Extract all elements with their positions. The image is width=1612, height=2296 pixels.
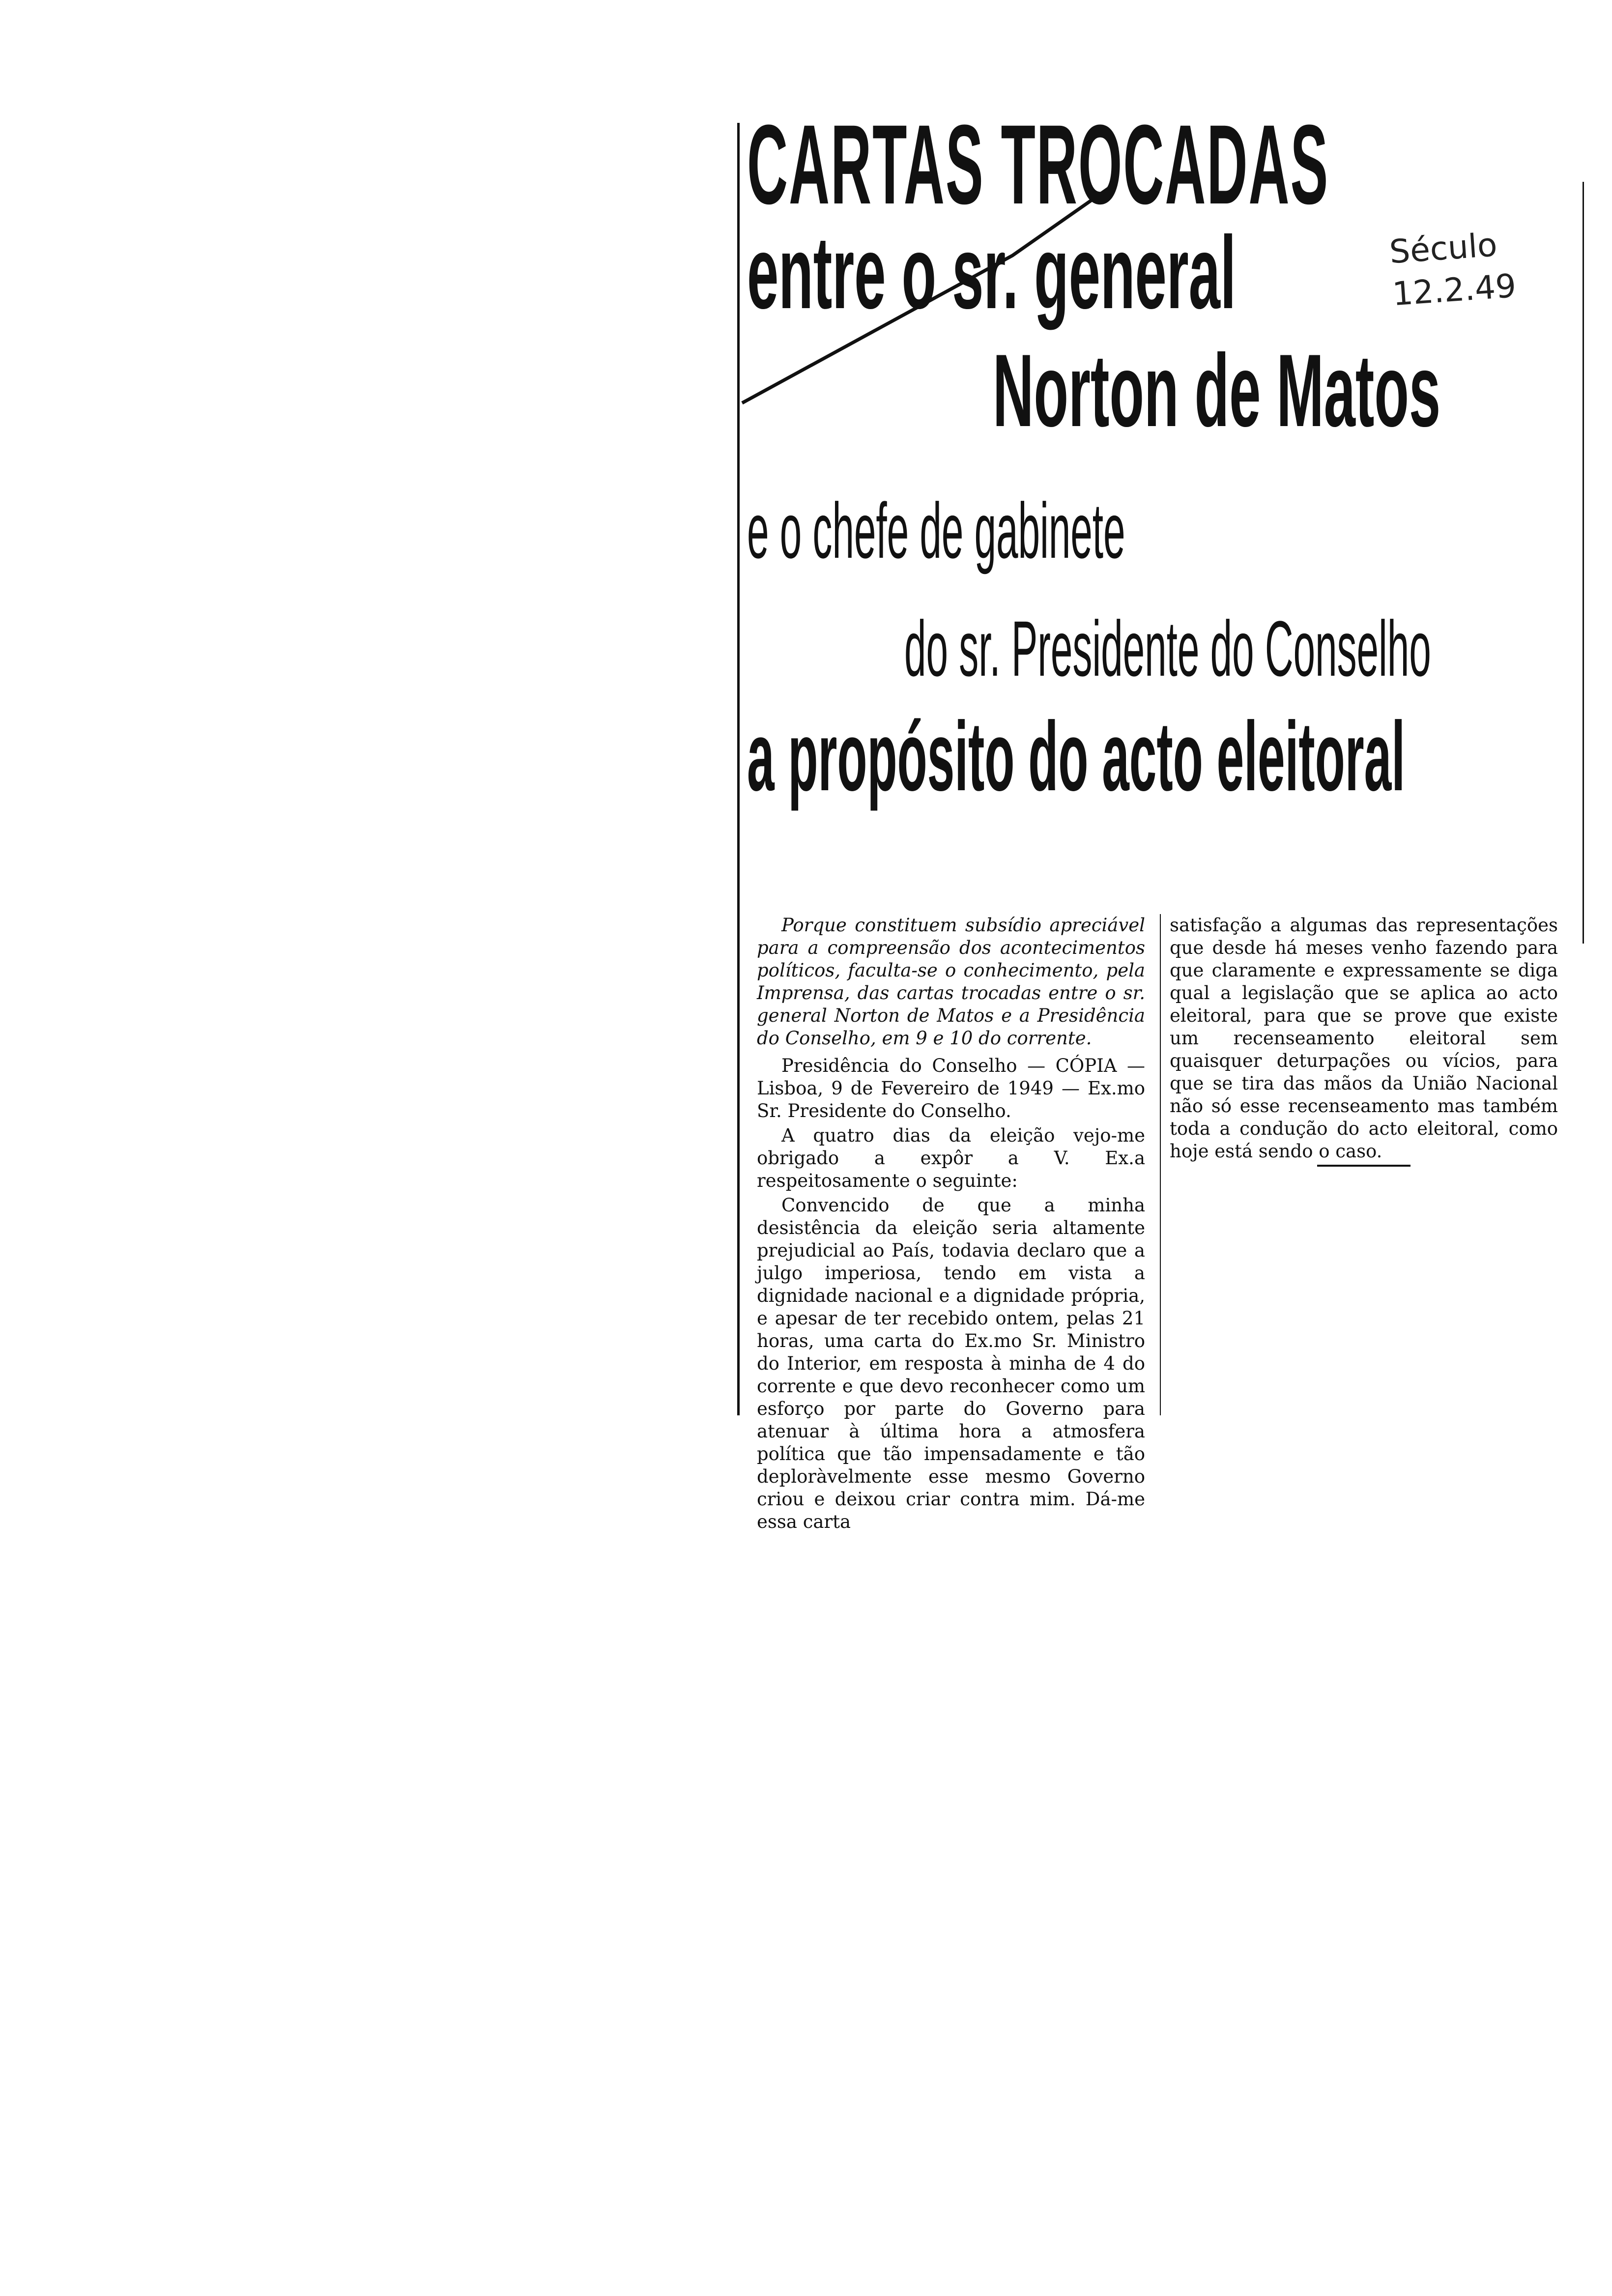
- article-end-rule: [1317, 1165, 1410, 1167]
- article-paragraph-2: A quatro dias da eleição vejo-me obrigado a expôr a V. Ex.a respeitosamente o seguinte:: [757, 1125, 1145, 1191]
- headline-line-5: do sr. Presidente do Conselho: [904, 604, 1431, 692]
- headline-line-3: Norton de Matos: [993, 333, 1441, 448]
- newspaper-clipping: [737, 101, 1587, 1532]
- headline-line-6: a propósito do acto eleitoral: [747, 702, 1406, 811]
- headline-line-1: CARTAS TROCADAS: [747, 101, 1329, 228]
- headline-line-4: e o chefe de gabinete: [747, 487, 1125, 574]
- annotation-date: 12.2.49: [1391, 266, 1518, 314]
- article-column-1: [757, 914, 1145, 1535]
- center-column-rule: [1160, 914, 1161, 1415]
- article-paragraph-4: satisfação a algumas das representações que desde há meses venho fazendo para que claramente e expressamente se diga qual a legislação que se aplica ao acto eleitoral, para que se prove que existe um recenseamento eleitoral sem quaisquer deturpações ou vícios, para que se tira das mãos da União Nacional não só esse recenseamento mas também toda a condução do acto eleitoral, como hoje está sendo o caso.: [1170, 915, 1558, 1162]
- article-lead: Porque constituem subsídio apreciável para a compreensão dos acontecimentos políticos, faculta-se o conhecimento, pela Imprensa, das cartas trocadas entre o sr. general Norton de Matos e a Presidência do Conselho, em 9 e 10 do corrente.: [757, 915, 1145, 1049]
- annotation-source: Século: [1388, 226, 1498, 271]
- article-column-2: [1170, 914, 1558, 1165]
- article-paragraph-1: Presidência do Conselho — CÓPIA — Lisboa, 9 de Fevereiro de 1949 — Ex.mo Sr. Presidente do Conselho.: [757, 1055, 1145, 1121]
- article-paragraph-3: Convencido de que a minha desistência da eleição seria altamente prejudicial ao País, todavia declaro que a julgo imperiosa, tendo em vista a dignidade nacional e a dignidade própria, e apesar de ter recebido ontem, pelas 21 horas, uma carta do Ex.mo Sr. Ministro do Interior, em resposta à minha de 4 do corrente e que devo reconhecer como um esforço por parte do Governo para atenuar à última hora a atmosfera política que tão impensadamente e tão deploràvelmente esse mesmo Governo criou e deixou criar contra mim. Dá-me essa carta: [757, 1195, 1145, 1532]
- headline-line-2: entre o sr. general: [747, 215, 1237, 330]
- handwritten-annotation: [1388, 221, 1541, 316]
